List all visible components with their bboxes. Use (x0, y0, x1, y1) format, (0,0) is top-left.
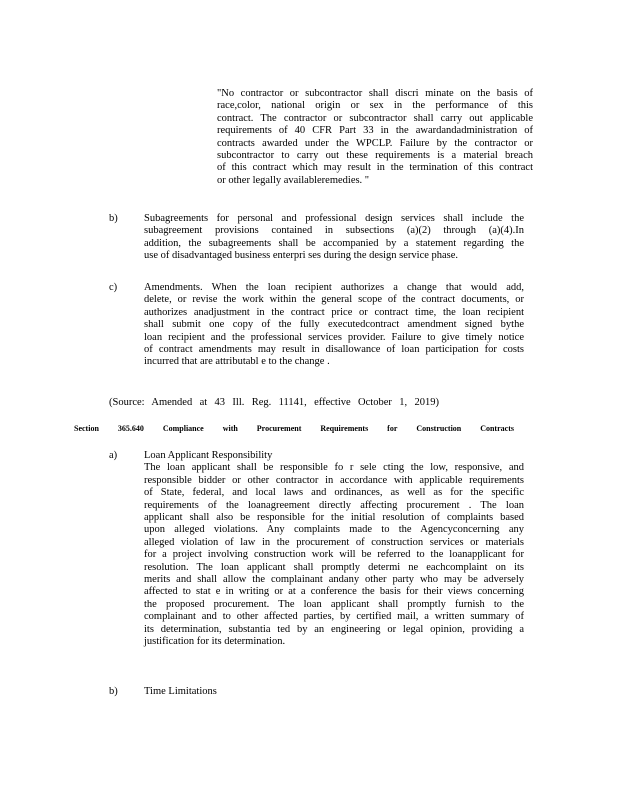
paragraph-title: Time Limitations (144, 686, 217, 697)
section-heading-word: 365.640 (117, 424, 144, 433)
quoted-clause (217, 88, 533, 187)
section-heading-word: Construction (416, 424, 462, 433)
section-heading-word: Requirements (320, 424, 369, 433)
text-line: merits and shall allow the complainant andany other party who may be adversely (144, 574, 524, 586)
text-line: loan recipient and the professional services provider. Failure to give timely notice (144, 331, 524, 343)
section-heading-word: Compliance (162, 424, 204, 433)
text-line: of State, federal, and local laws and ordinances, as well as for the specific (144, 487, 524, 499)
text-line: The loan applicant shall be responsible fo r sele cting the low, responsive, and (144, 462, 524, 474)
source-note (109, 397, 439, 409)
section-heading-word: Section (74, 424, 99, 433)
paragraph-title: Loan Applicant Responsibility (144, 450, 273, 461)
text-line: justification for its determination. (144, 636, 286, 648)
text-line: for a project involving construction work will be referred to the loanapplicant for (144, 549, 524, 561)
section-heading-word: Procurement (256, 424, 302, 433)
text-line: its determination, substantia ted by an engineering or legal opinion, providing a (144, 623, 524, 635)
text-line: resolution. The loan applicant shall promptly determi ne eachcomplaint on its (144, 561, 524, 573)
text-line: addition, the subagreements shall be accompanied by a statement regarding the (144, 237, 524, 249)
paragraph-label: a) (109, 450, 118, 461)
text-line: or other legally availableremedies. " (217, 174, 370, 186)
text-line: of contract amendments may result in disallowance of loan participation for costs (144, 344, 524, 356)
paragraph-label: b) (109, 686, 118, 697)
text-line: affected to stat e in writing or at a conference the basis for their views concerning (144, 586, 524, 598)
text-line: subcontractor to carry out these requirements is a material breach (217, 150, 533, 162)
paragraph-body (144, 282, 524, 369)
section-heading-word: with (222, 424, 238, 433)
paragraph-body (144, 213, 524, 263)
text-line: race,color, national origin or sex in the performance of this (217, 100, 533, 112)
text-line: shall submit one copy of the fully executedcontract amendment signed bythe (144, 319, 524, 331)
section-heading-word: Contracts (480, 424, 514, 433)
text-line: "No contractor or subcontractor shall discri minate on the basis of (217, 88, 533, 99)
text-line: subagreement provisions contained in subsections (a)(2) through (a)(4).In (144, 225, 524, 237)
text-line: Subagreements for personal and professional design services shall include the (144, 213, 524, 224)
text-line: the proposed procurement. The loan applicant shall promptly furnish to the (144, 598, 524, 610)
text-line: contract. The contractor or subcontractor shall carry out applicable (217, 112, 533, 124)
text-line: alleged violation of law in the procurement of construction services or materials (144, 536, 524, 548)
text-line: delete, or revise the work within the general scope of the contract documents, or (144, 294, 524, 306)
section-heading-word: for (387, 424, 398, 433)
text-line: authorizes anadjustment in the contract price or contract time, the loan recipient (144, 306, 524, 318)
paragraph-body (144, 450, 524, 649)
text-line: upon alleged violations. Any complaints made to the Agencyconcerning any (144, 524, 524, 536)
text-line: requirements of 40 CFR Part 33 in the awardandadministration of (217, 125, 533, 137)
text-line: of this contract which may result in the termination of this contract (217, 162, 533, 174)
text-line: incurred that are attributabl e to the change . (144, 356, 330, 368)
text-line: use of disadvantaged business enterpri ses during the design service phase. (144, 250, 459, 262)
text-line: applicant shall also be responsible for the initial resolution of complaints based (144, 512, 524, 524)
section-heading (74, 423, 514, 435)
text-line: Amendments. When the loan recipient authorizes a change that would add, (144, 282, 524, 293)
source-text: (Source: Amended at 43 Ill. Reg. 11141, effective October 1, 2019) (109, 397, 439, 408)
text-line: contracts awarded under the WPCLP. Failure by the contractor or (217, 137, 533, 149)
paragraph-label: b) (109, 213, 118, 224)
text-line: responsible bidder or other contractor in accordance with applicable requirements (144, 474, 524, 486)
paragraph-body (144, 686, 524, 698)
text-line: requirements of the loanagreement directly affecting procurement . The loan (144, 499, 524, 511)
paragraph-label: c) (109, 282, 118, 293)
text-line: complainant and to other affected parties, by certified mail, a written summary of (144, 611, 524, 623)
